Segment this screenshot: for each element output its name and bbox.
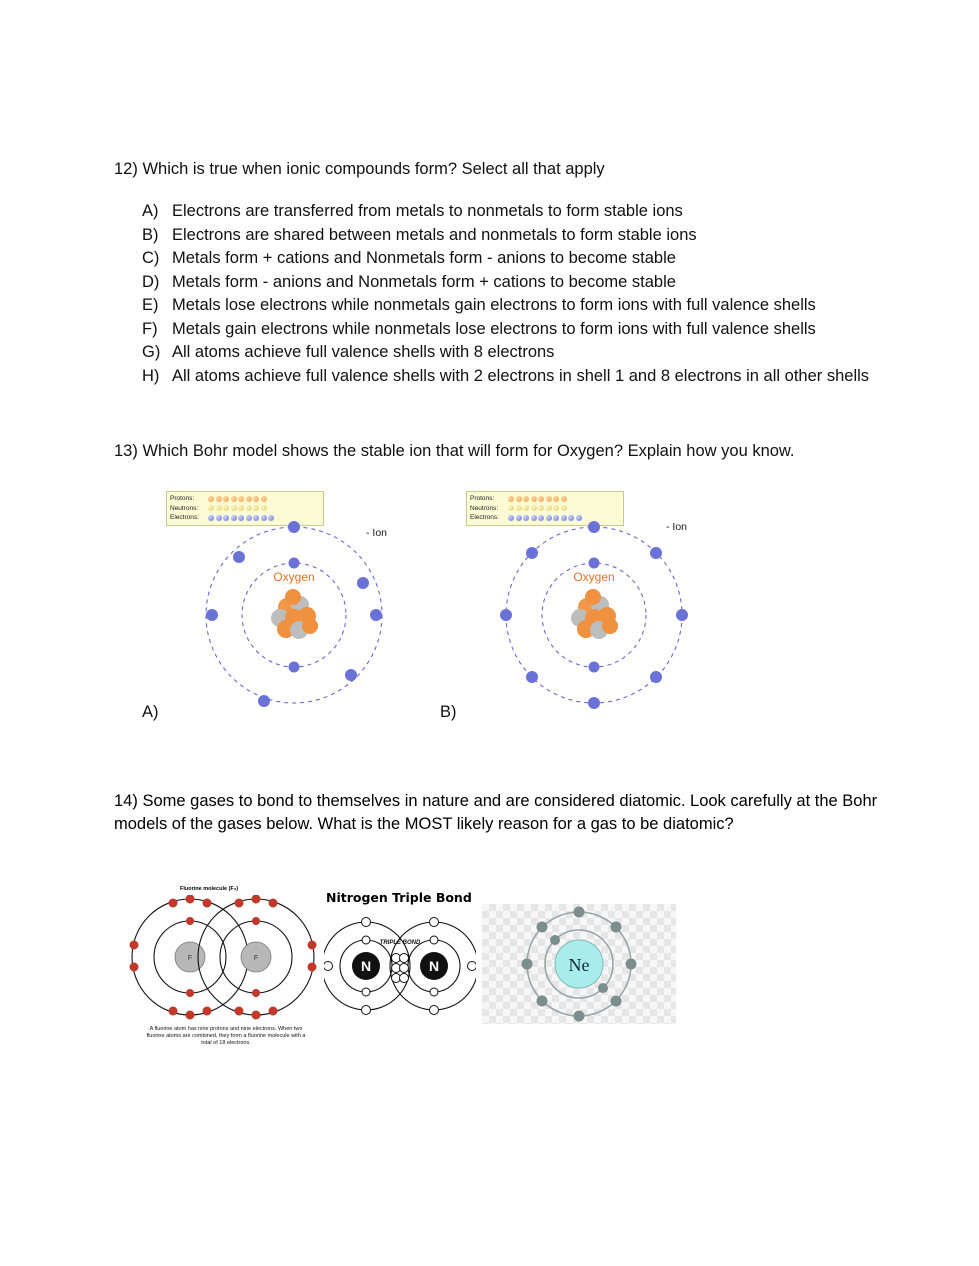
bohr-b-diagram [444,485,744,715]
question-12-number: 12) [114,160,138,178]
question-12-text: Which is true when ionic compounds form? Select all that apply [142,160,605,178]
bohr-a-ion-label: - Ion [366,527,388,539]
question-12-stem [114,158,904,180]
option-h-letter: H) [142,366,160,385]
svg-text:F: F [253,955,259,962]
diatomic-figures-area [128,886,748,1046]
bohr-a-neutrons-label: Neutrons: [170,504,199,512]
bohr-b-ion-label: - Ion [666,521,688,533]
option-c-letter: C) [142,249,160,267]
option-e[interactable] [142,294,904,318]
nitrogen-molecule-figure [324,886,476,1036]
option-d[interactable] [142,271,904,295]
svg-text:Ne: Ne [568,955,590,975]
option-b[interactable] [142,224,904,248]
fluorine-diagram [128,895,318,1025]
option-a-text: Electrons are transferred from metals to nonmetals to form stable ions [172,202,683,220]
svg-text:N: N [428,958,440,974]
option-h-text: All atoms achieve full valence shells with 2 electrons in shell 1 and 8 electrons in all other shells [172,366,870,385]
option-d-text: Metals form - anions and Nonmetals form + cations to become stable [172,272,676,291]
nitrogen-diagram [324,908,476,1028]
option-e-letter: E) [142,296,159,314]
question-13-stem [114,440,914,462]
svg-text:F: F [187,955,193,962]
option-f-text: Metals gain electrons while nonmetals lose electrons to form ions with full valence shells [172,319,816,338]
question-14 [114,790,904,836]
bohr-choice-b-label[interactable]: B) [440,703,457,721]
question-14-number: 14) [114,792,138,810]
neon-diagram [482,904,676,1024]
bohr-b-protons-label: Protons: [470,495,495,502]
svg-text:Oxygen: Oxygen [573,570,615,584]
option-c-text: Metals form + cations and Nonmetals form - anions to become stable [172,249,676,267]
option-h[interactable] [142,365,904,389]
question-13-number: 13) [114,442,138,460]
option-e-text: Metals lose electrons while nonmetals gain electrons to form ions with full valence shells [172,296,816,314]
option-b-text: Electrons are shared between metals and nonmetals to form stable ions [172,225,697,244]
bohr-model-b [444,485,744,715]
fluorine-caption: A fluorine atom has nine protons and nine electrons. When two fluorine atoms are combined, they form a fluorine molecule with a total of 18 electrons. [146,1026,306,1046]
bohr-a-nucleus [271,589,318,639]
fluorine-molecule-figure [128,886,318,1046]
option-g[interactable] [142,341,904,365]
question-12 [114,158,904,388]
bohr-model-a [144,485,444,715]
bohr-a-electrons-label: Electrons: [170,514,199,521]
option-f-letter: F) [142,319,158,338]
neon-atom-figure [482,904,676,1024]
question-13 [114,440,914,462]
bohr-b-electrons-label: Electrons: [470,514,499,521]
option-g-text: All atoms achieve full valence shells with 8 electrons [172,343,555,361]
nitrogen-title: Nitrogen Triple Bond [326,890,472,905]
bohr-b-nucleus [571,589,618,639]
bohr-b-neutrons-label: Neutrons: [470,504,499,512]
option-a[interactable] [142,200,904,224]
svg-text:TRIPLE BOND: TRIPLE BOND [379,940,421,946]
option-g-letter: G) [142,343,161,361]
svg-text:Oxygen: Oxygen [273,570,315,584]
question-13-text: Which Bohr model shows the stable ion that will form for Oxygen? Explain how you know. [142,442,795,460]
question-14-text: Some gases to bond to themselves in nature and are considered diatomic. Look carefully at the Bohr models of the gases below. What is the MOST likely reason for a gas to be diatomic? [114,792,878,833]
option-a-letter: A) [142,202,159,220]
question-12-options [142,200,904,388]
bohr-a-diagram [144,485,444,715]
option-d-letter: D) [142,272,160,291]
bohr-models-area [114,480,914,730]
option-f[interactable] [142,318,904,342]
bohr-a-protons-label: Protons: [170,495,195,502]
svg-text:N: N [360,958,372,974]
option-c[interactable] [142,247,904,271]
option-b-letter: B) [142,225,159,244]
bohr-choice-a-label[interactable]: A) [142,703,159,721]
fluorine-title: Fluorine molecule (F₂) [180,886,239,892]
